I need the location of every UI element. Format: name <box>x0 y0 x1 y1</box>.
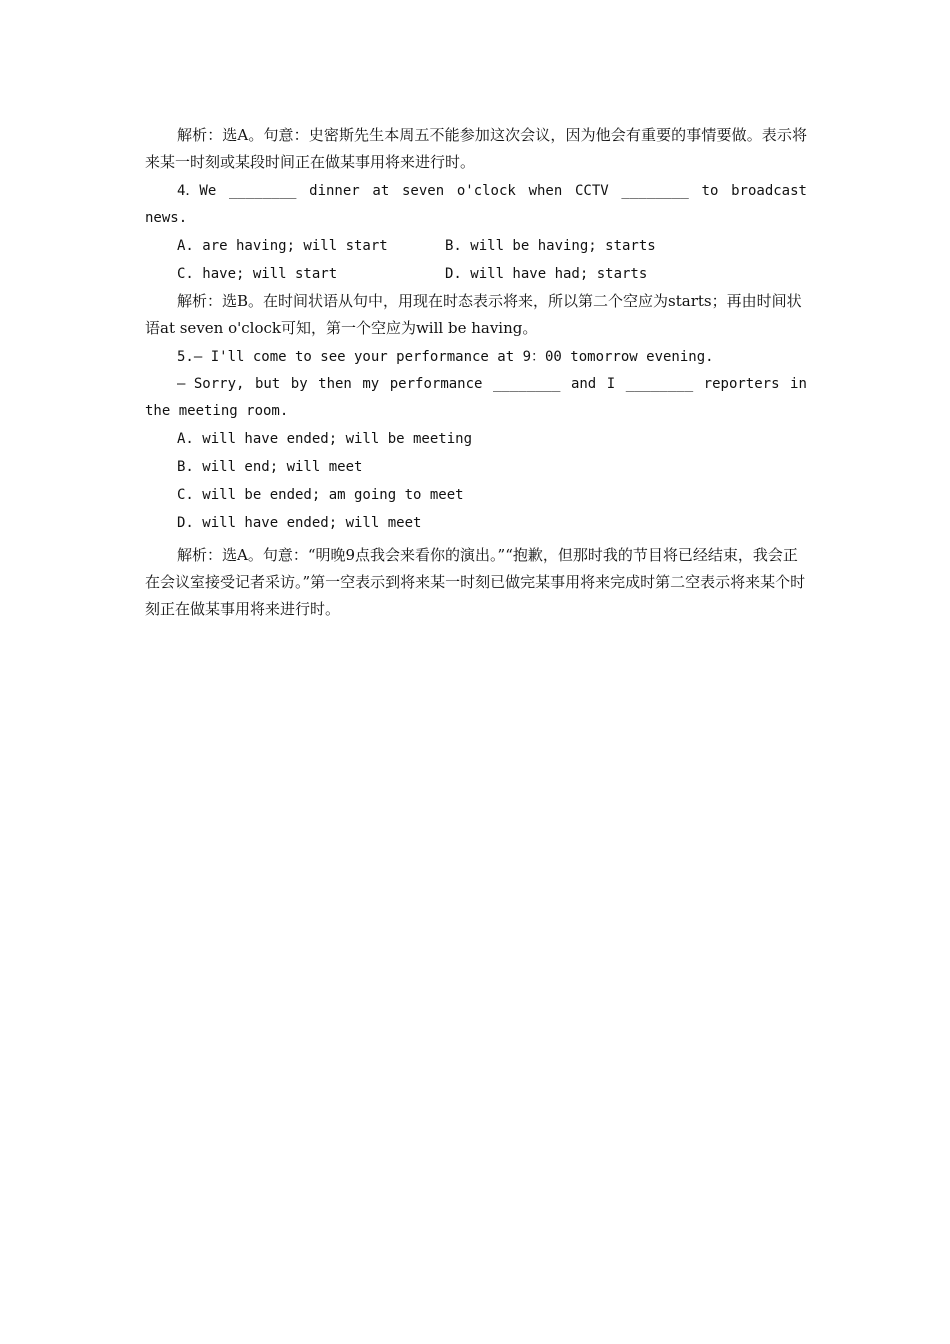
q5-option-c: C. will be ended; am going to meet <box>177 487 464 503</box>
question-4-stem <box>145 178 807 205</box>
analysis-q5: 解析：选A。句意：“明晚9点我会来看你的演出。”“抱歉，但那时我的节目将已经结束，我会正在会议室接受记者采访。”第一空表示到将来某一时刻已做完某事用将来完成时第二空表示将来某个时刻正在做某事用将来进行时。 <box>145 546 806 618</box>
q5-word: I <box>606 376 616 392</box>
q4-word: 4．We <box>177 183 217 199</box>
q5-word: in <box>790 376 807 392</box>
q5-word: — Sorry, <box>177 376 245 392</box>
question-4-stem-continuation: news. <box>145 210 188 226</box>
q5-word: my <box>362 376 380 392</box>
q5-option-a: A. will have ended; will be meeting <box>177 431 473 447</box>
q4-word: broadcast <box>731 183 807 199</box>
q5-option-d: D. will have ended; will meet <box>177 515 422 531</box>
q4-word: CCTV <box>574 183 609 199</box>
q5-option-b: B. will end; will meet <box>177 459 363 475</box>
q4-word: dinner <box>309 183 360 199</box>
question-5-stem-continuation: the meeting room. <box>145 403 289 419</box>
q5-word: then <box>318 376 352 392</box>
q5-blank-1: ________ <box>492 376 561 392</box>
q4-options-row-1 <box>145 232 807 260</box>
document-content <box>145 122 807 623</box>
analysis-q3: 解析：选A。句意：史密斯先生本周五不能参加这次会议，因为他会有重要的事情要做。表示将来某一时刻或某段时间正在做某事用将来进行时。 <box>145 126 807 171</box>
q4-option-c: C. have; will start <box>177 266 338 282</box>
question-5-line-1: 5.— I'll come to see your performance at 9：00 tomorrow evening. <box>177 349 714 365</box>
q5-word: but <box>254 376 281 392</box>
q4-word: o'clock <box>456 183 516 199</box>
q4-blank-2: ________ <box>621 183 689 199</box>
q5-word: performance <box>389 376 483 392</box>
q4-option-b: B. will be having; starts <box>445 238 656 254</box>
q5-word: by <box>290 376 308 392</box>
q4-options-row-2 <box>145 260 807 288</box>
q4-option-a: A. are having; will start <box>177 238 388 254</box>
q4-word: to <box>701 183 719 199</box>
q5-word: reporters <box>703 376 780 392</box>
q4-word: at <box>372 183 390 199</box>
analysis-q4: 解析：选B。在时间状语从句中，用现在时态表示将来，所以第二个空应为starts；再由时间状语at seven o'clock可知，第一个空应为will be having。 <box>145 292 802 337</box>
question-5-line-2 <box>145 371 807 398</box>
q4-word: when <box>528 183 563 199</box>
q4-option-d: D. will have had; starts <box>445 266 648 282</box>
q5-word: and <box>570 376 597 392</box>
q4-blank-1: ________ <box>229 183 297 199</box>
q4-word: seven <box>401 183 445 199</box>
q5-blank-2: ________ <box>625 376 694 392</box>
